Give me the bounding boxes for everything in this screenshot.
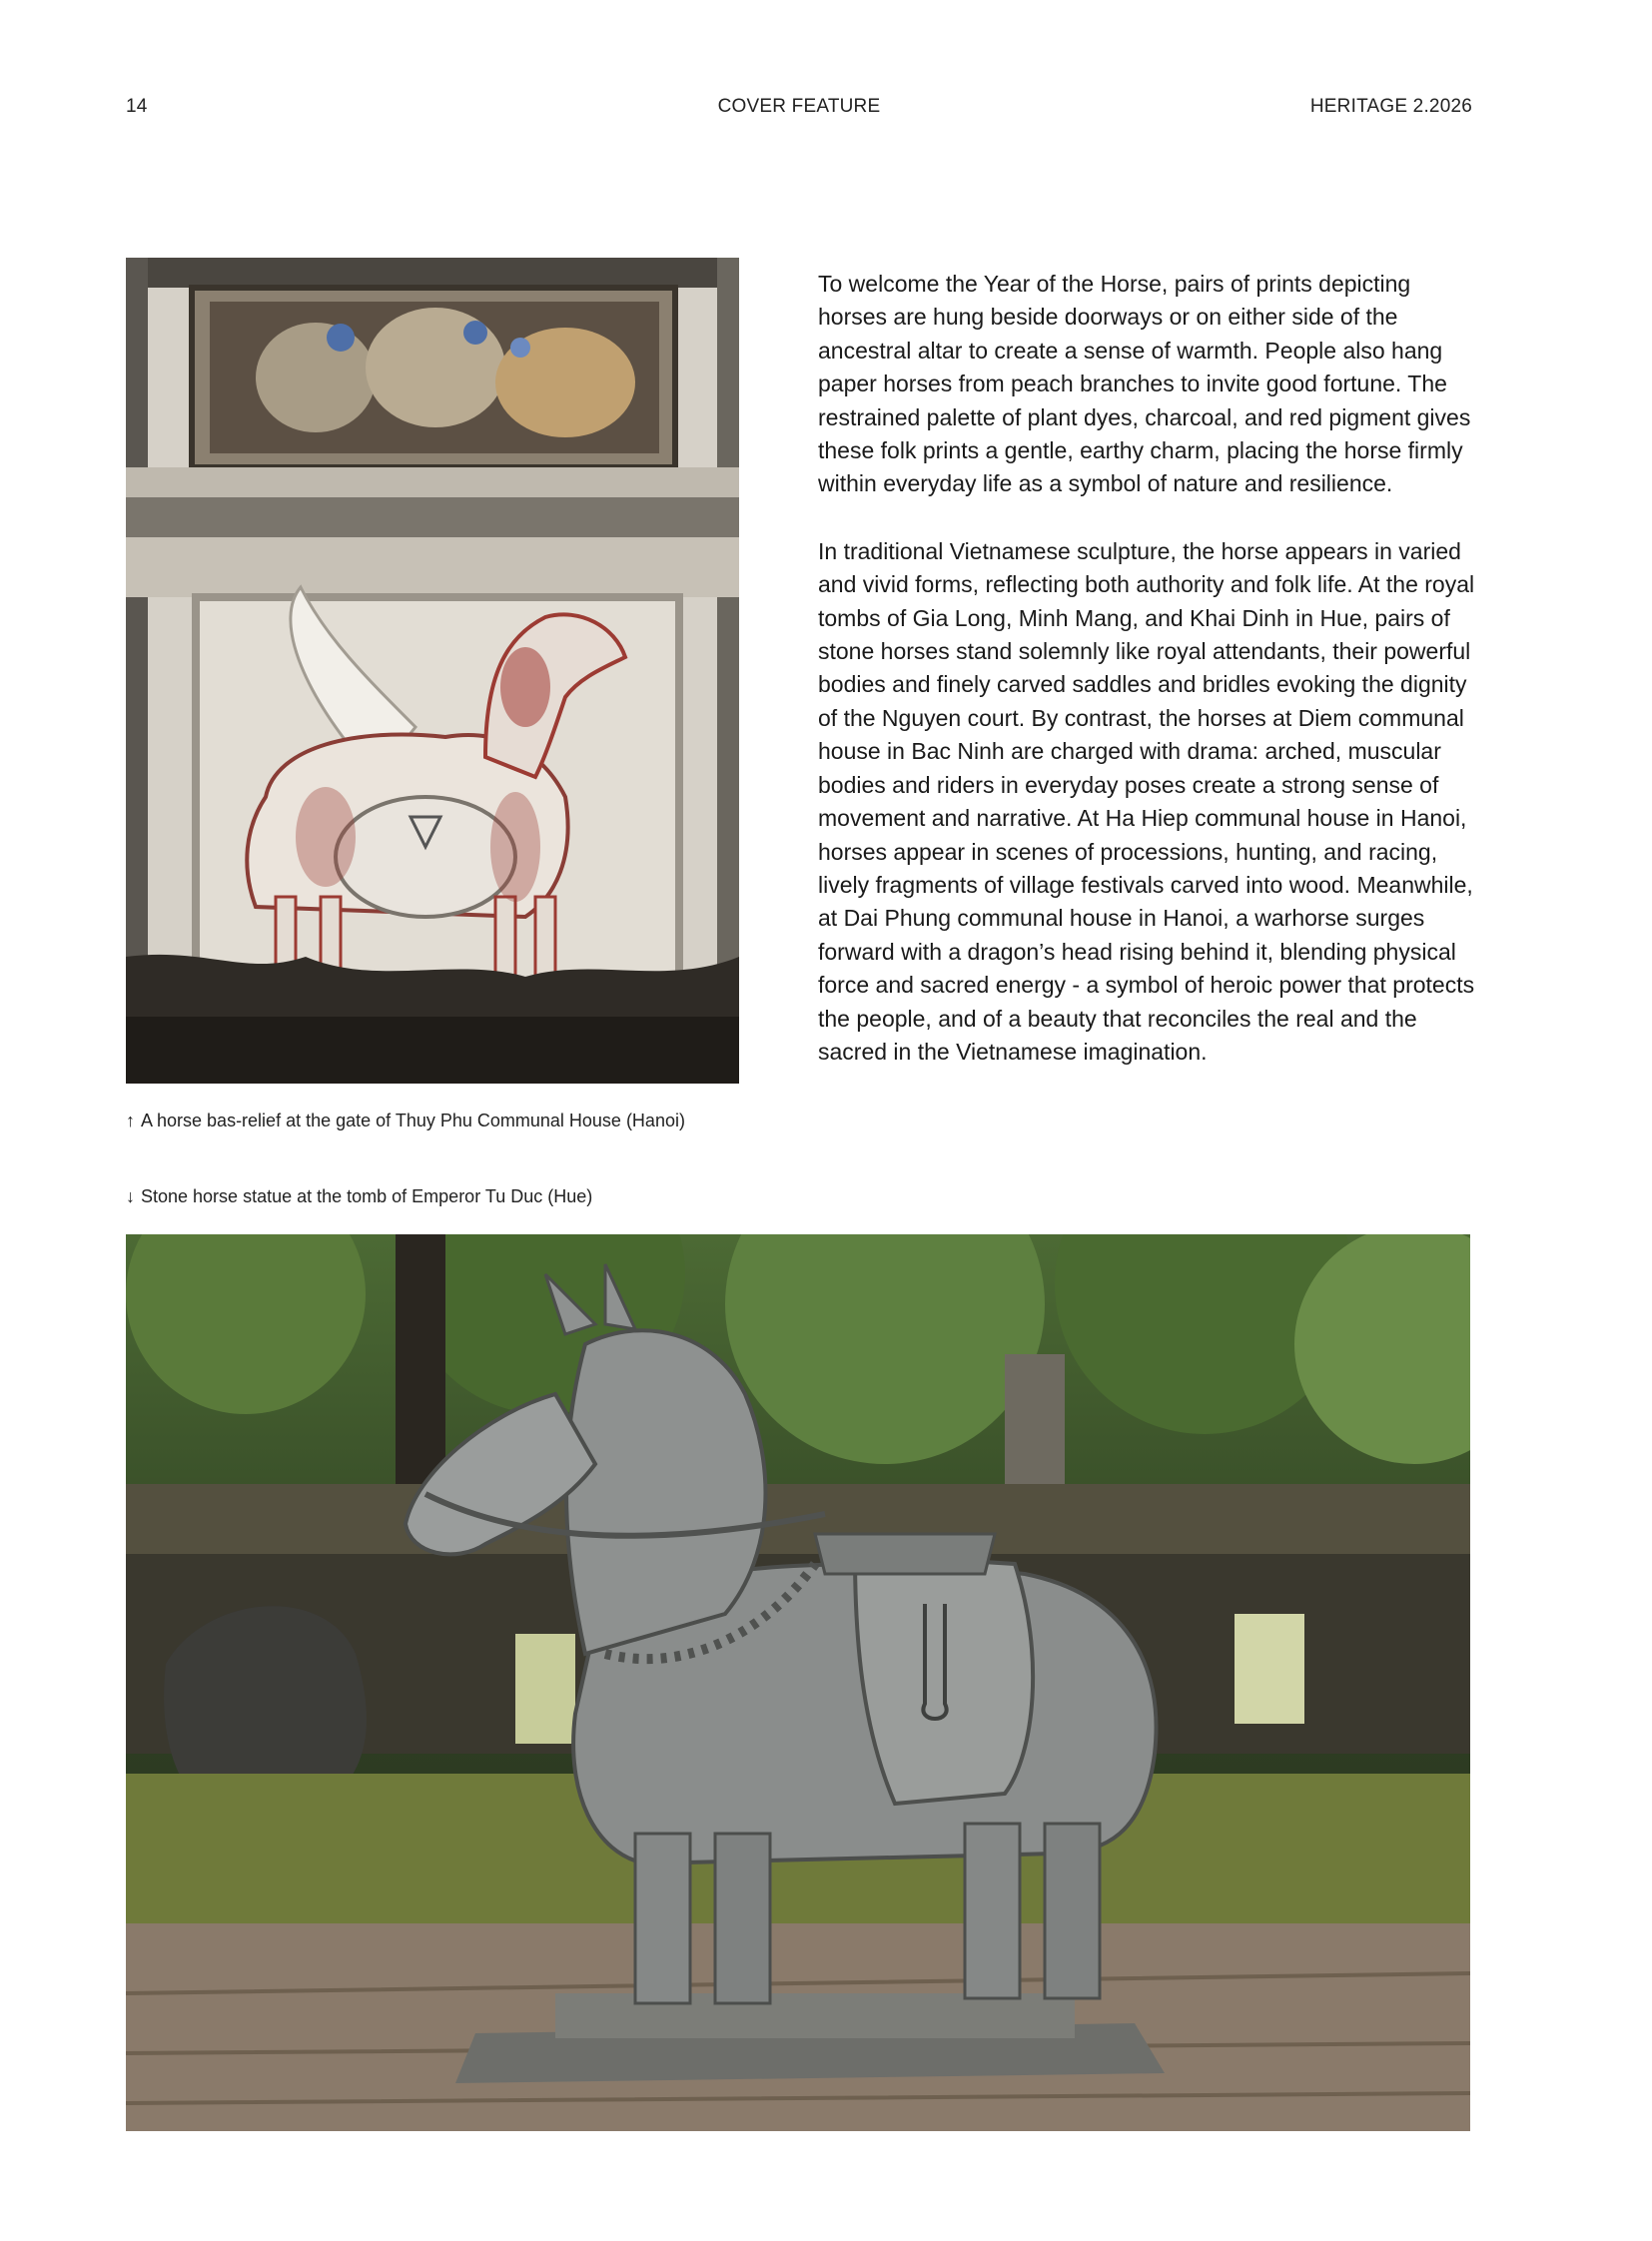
bas-relief-illustration bbox=[126, 258, 739, 1084]
horse-bas-relief-photo bbox=[126, 258, 739, 1084]
stone-horse-statue-photo bbox=[126, 1234, 1470, 2131]
arrow-down-icon: ↓ bbox=[126, 1186, 135, 1206]
page-number: 14 bbox=[126, 96, 148, 117]
photo-caption-bottom bbox=[126, 1186, 592, 1207]
article-body bbox=[818, 268, 1477, 1069]
arrow-up-icon: ↑ bbox=[126, 1111, 135, 1130]
photo-caption-top bbox=[126, 1111, 685, 1131]
section-title: COVER FEATURE bbox=[717, 96, 881, 117]
article-paragraph-2: In traditional Vietnamese sculpture, the horse appears in varied and vivid forms, reflecting both authority and folk life. At the royal tombs of Gia Long, Minh Mang, and Khai Dinh in Hue, pairs of stone horses stand solemnly like royal attendants, their powerful bodies and finely carved saddles and bridles evoking the dignity of the Nguyen court. By contrast, the horses at Diem communal house in Bac Ninh are charged with drama: arched, muscular bodies and riders in everyday poses create a strong sense of movement and narrative. At Ha Hiep communal house in Hanoi, horses appear in scenes of processions, hunting, and racing, lively fragments of village festivals carved into wood. Meanwhile, at Dai Phung communal house in Hanoi, a warhorse surges forward with a dragon’s head rising behind it, blending physical force and sacred energy - a symbol of heroic power that protects the people, and of a beauty that reconciles the real and the sacred in the Vietnamese imagination. bbox=[818, 537, 1475, 1065]
issue-label: HERITAGE 2.2026 bbox=[1309, 96, 1472, 117]
caption-top-text: A horse bas-relief at the gate of Thuy Phu Communal House (Hanoi) bbox=[141, 1111, 685, 1130]
article-paragraph-1: To welcome the Year of the Horse, pairs of prints depicting horses are hung beside doorways or on either side of the ancestral altar to create a sense of warmth. People also hang paper horses from peach branches to invite good fortune. The restrained palette of plant dyes, charcoal, and red pigment gives these folk prints a gentle, earthy charm, placing the horse firmly within everyday life as a symbol of nature and resilience. bbox=[818, 271, 1471, 497]
stone-horse-illustration bbox=[126, 1234, 1470, 2131]
caption-bottom-text: Stone horse statue at the tomb of Emperor Tu Duc (Hue) bbox=[141, 1186, 593, 1206]
